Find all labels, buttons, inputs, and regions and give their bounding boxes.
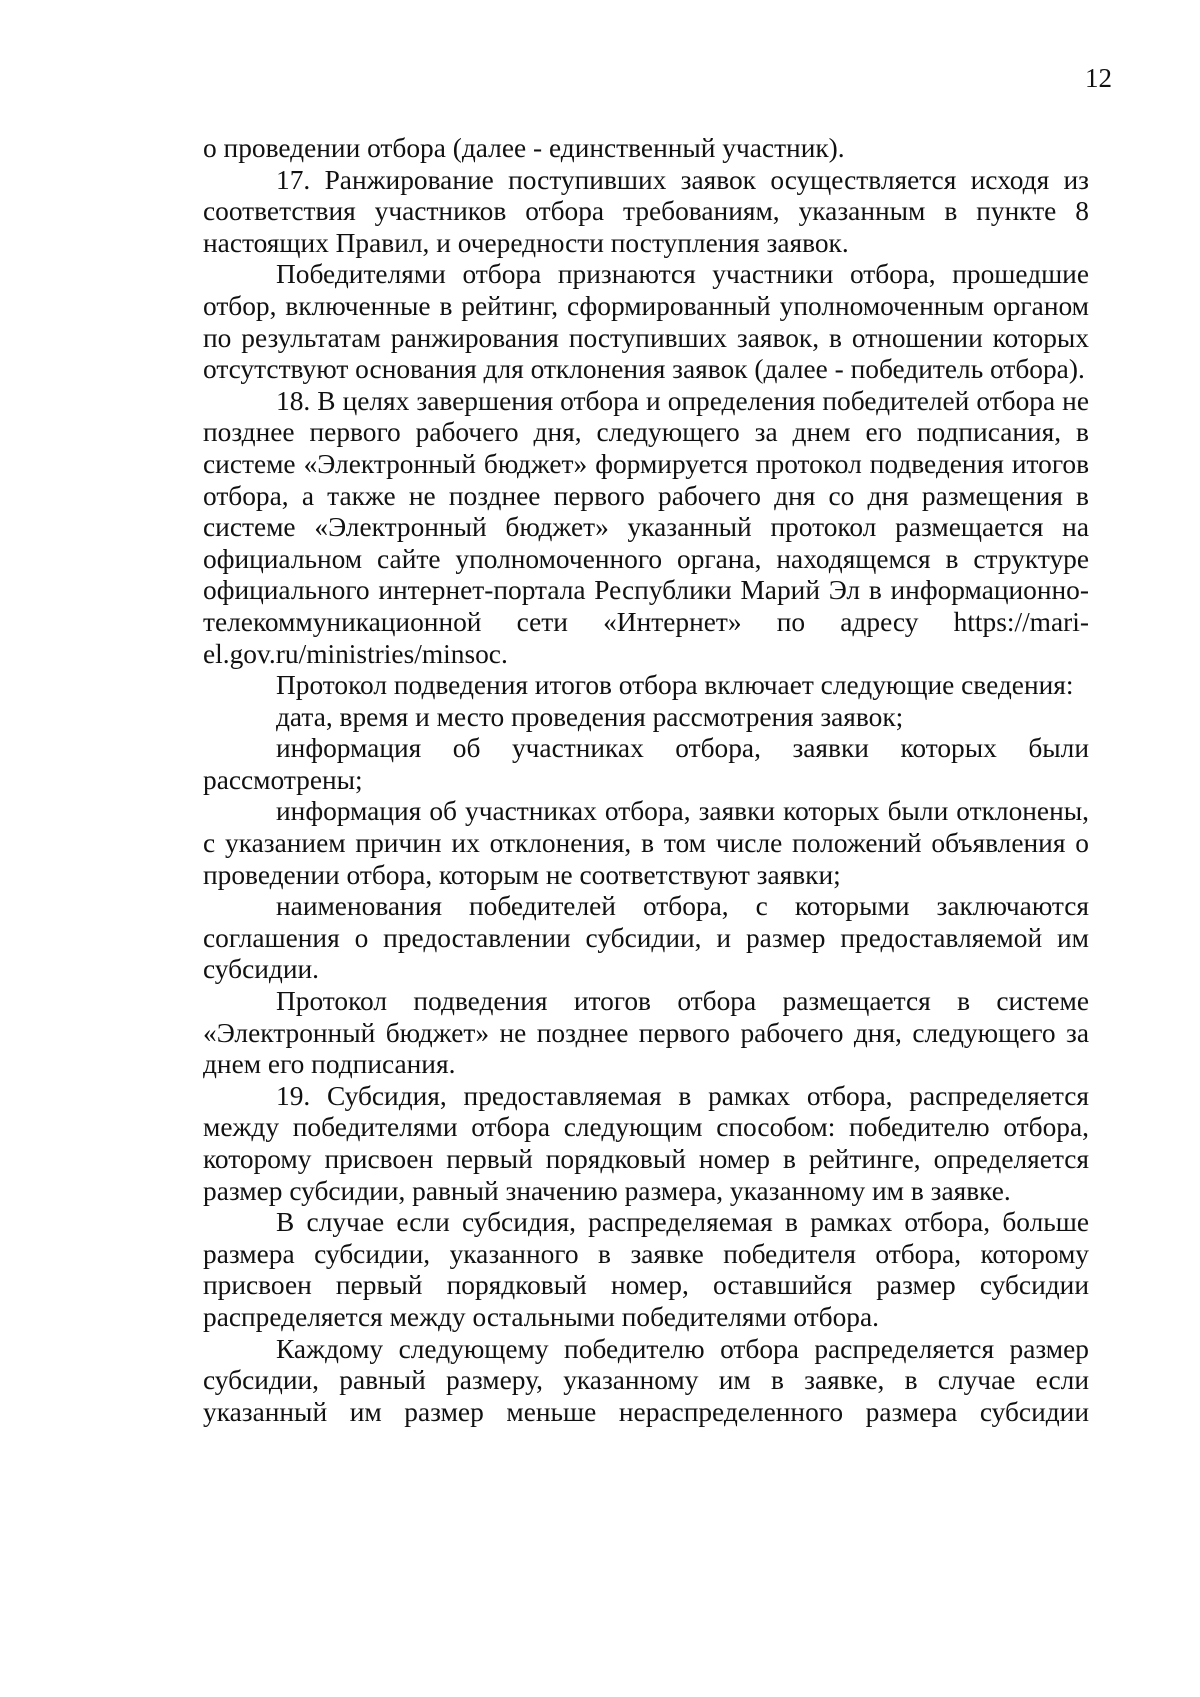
paragraph: дата, время и место проведения рассмотрения заявок; bbox=[276, 701, 904, 732]
page-number: 12 bbox=[1085, 63, 1112, 93]
paragraph: 17. Ранжирование поступивших заявок осуществляется исходя из соответствия участников отбора требованиям, указанным в пункте 8 настоящих Правил, и очередности поступления заявок. bbox=[203, 164, 1089, 258]
paragraph: 18. В целях завершения отбора и определения победителей отбора не позднее первого рабочего дня, следующего за днем его подписания, в системе «Электронный бюджет» формируется протокол подведения итогов отбора, а также не позднее первого рабочего дня со дня размещения в системе «Электронный бюджет» указанный протокол размещается на официальном сайте уполномоченного органа, находящемся в структуре официального интернет-портала Республики Марий Эл в информационно-телекоммуникационной сети «Интернет» по адресу https://mari-el.gov.ru/ministries/minsoc. bbox=[203, 385, 1089, 669]
paragraph: Протокол подведения итогов отбора включает следующие сведения: bbox=[276, 670, 1074, 701]
document-body bbox=[203, 133, 1089, 1428]
paragraph: Протокол подведения итогов отбора размещается в системе «Электронный бюджет» не позднее первого рабочего дня, следующего за днем его подписания. bbox=[203, 986, 1089, 1080]
paragraph: о проведении отбора (далее - единственный участник). bbox=[203, 133, 845, 163]
paragraph: информация об участниках отбора, заявки которых были рассмотрены; bbox=[203, 733, 1089, 795]
paragraph: Победителями отбора признаются участники отбора, прошедшие отбор, включенные в рейтинг, сформированный уполномоченным органом по результатам ранжирования поступивших заявок, в отношении которых отсутствуют основания для отклонения заявок (далее - победитель отбора). bbox=[203, 259, 1089, 385]
paragraph: наименования победителей отбора, с которыми заключаются соглашения о предоставлении субсидии, и размер предоставляемой им субсидии. bbox=[203, 891, 1089, 985]
paragraph: В случае если субсидия, распределяемая в рамках отбора, больше размера субсидии, указанного в заявке победителя отбора, которому присвоен первый порядковый номер, оставшийся размер субсидии распределяется между остальными победителями отбора. bbox=[203, 1207, 1089, 1332]
paragraph: Каждому следующему победителю отбора распределяется размер субсидии, равный размеру, указанному им в заявке, в случае если указанный им размер меньше нераспределенного размера субсидии bbox=[203, 1333, 1089, 1427]
paragraph: 19. Субсидия, предоставляемая в рамках отбора, распределяется между победителями отбора следующим способом: победителю отбора, которому присвоен первый порядковый номер в рейтинге, определяется размер субсидии, равный значению размера, указанному им в заявке. bbox=[203, 1080, 1089, 1206]
paragraph: информация об участниках отбора, заявки которых были отклонены, с указанием причин их отклонения, в том числе положений объявления о проведении отбора, которым не соответствуют заявки; bbox=[203, 796, 1089, 890]
